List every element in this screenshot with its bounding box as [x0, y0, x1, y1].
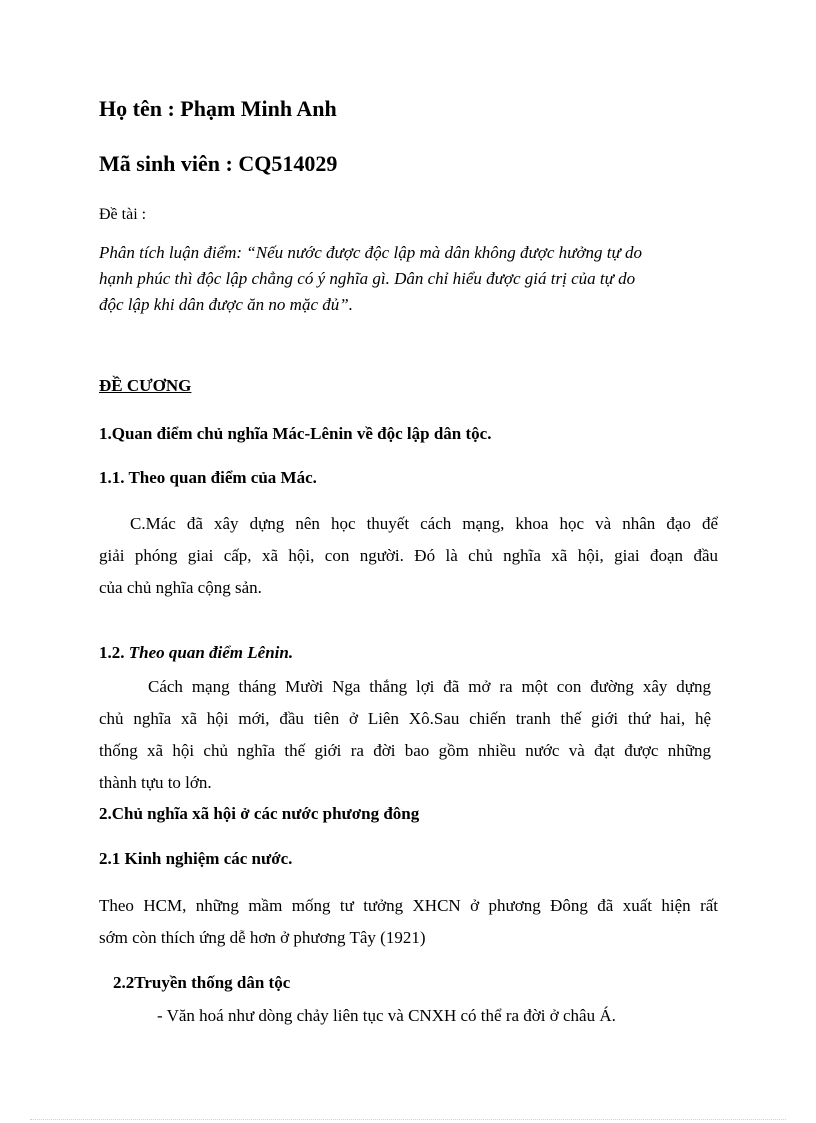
page-bottom-divider: [30, 1119, 786, 1120]
topic-line: độc lập khi dân được ăn no mặc đủ”.: [99, 295, 353, 314]
section-1-heading: 1.Quan điểm chủ nghĩa Mác-Lênin về độc lập dân tộc.: [99, 424, 492, 443]
topic-line: hạnh phúc thì độc lập chẳng có ý nghĩa gì. Dân chỉ hiểu được giá trị của tự do: [99, 269, 636, 288]
topic-line: Phân tích luận điểm: “Nếu nước được độc lập mà dân không được hưởng tự do: [99, 243, 642, 262]
section-1-1-paragraph: [99, 508, 718, 604]
section-2-heading: 2.Chủ nghĩa xã hội ở các nước phương đông: [99, 804, 420, 823]
paragraph-line: của chủ nghĩa cộng sản.: [99, 578, 262, 597]
section-2-1-heading: 2.1 Kinh nghiệm các nước.: [99, 849, 293, 868]
section-2-1-paragraph: [99, 890, 718, 954]
paragraph-line: thống xã hội chủ nghĩa thế giới ra đời bao gồm nhiều nước và đạt được những: [99, 741, 711, 760]
paragraph-line: thành tựu to lớn.: [99, 773, 212, 792]
topic-label: Đề tài :: [99, 206, 147, 223]
paragraph-line: C.Mác đã xây dựng nên học thuyết cách mạng, khoa học và nhân đạo để: [130, 514, 718, 533]
paragraph-line: chủ nghĩa xã hội mới, đầu tiên ở Liên Xô.Sau chiến tranh thế giới thứ hai, hệ: [99, 709, 711, 728]
outline-title: ĐỀ CƯƠNG: [99, 376, 192, 395]
section-1-2-title: Theo quan điểm Lênin.: [128, 643, 294, 662]
section-1-2-heading: [99, 643, 293, 663]
paragraph-line: Theo HCM, những mầm mống tư tưởng XHCN ở phương Đông đã xuất hiện rất: [99, 896, 718, 915]
topic-text: [99, 240, 718, 318]
student-name: Họ tên : Phạm Minh Anh: [99, 96, 337, 121]
section-2-2-heading: 2.2Truyền thống dân tộc: [113, 973, 291, 992]
paragraph-line: giải phóng giai cấp, xã hội, con người. Đó là chủ nghĩa xã hội, giai đoạn đầu: [99, 546, 718, 565]
section-2-2-bullet: - Văn hoá như dòng chảy liên tục và CNXH có thể ra đời ở châu Á.: [157, 1006, 616, 1025]
student-id: Mã sinh viên : CQ514029: [99, 151, 338, 176]
section-1-2-paragraph: [99, 671, 711, 799]
section-1-1-heading: 1.1. Theo quan điểm của Mác.: [99, 468, 317, 487]
paragraph-line: Cách mạng tháng Mười Nga thắng lợi đã mở ra một con đường xây dựng: [148, 677, 711, 696]
paragraph-line: sớm còn thích ứng dễ hơn ở phương Tây (1921): [99, 928, 426, 947]
section-1-2-number: 1.2.: [99, 643, 125, 662]
